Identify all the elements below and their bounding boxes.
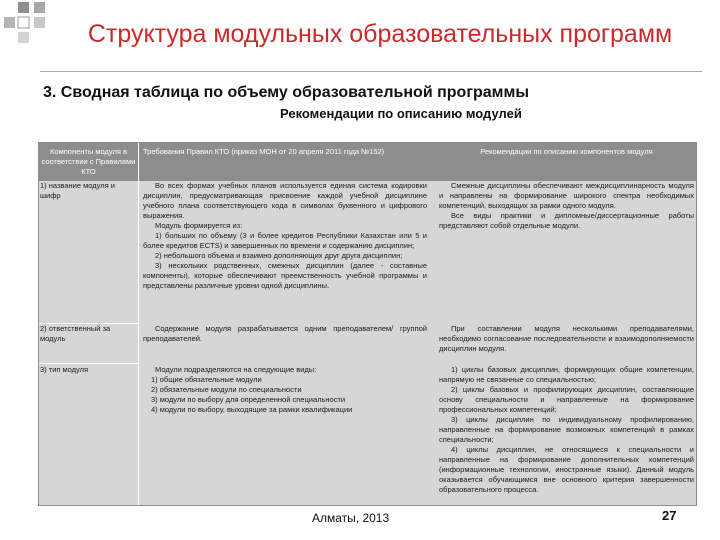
recommendations-cell-1 [439, 181, 694, 231]
row-divider [39, 363, 138, 364]
requirement-text: 3) нескольких родственных, смежных дисциплин (далее - составные компоненты), которые обеспечивают преемственность учебной программы и представлены различные уровни одной дисциплины. [143, 261, 427, 290]
recommendation-text: При составлении модуля несколькими преподавателями, необходимо согласование последовательности и взаимодополняемости дисциплин модуля. [439, 324, 694, 353]
summary-table [38, 142, 697, 506]
row-label-module-name: 1) название модуля и шифр [40, 181, 115, 200]
decorative-squares [0, 0, 60, 48]
header-requirements: Требования Правил КТО (приказ МОН от 20 апреля 2011 года №152) [143, 147, 385, 156]
requirement-text: Содержание модуля разрабатывается одним преподавателем/ группой преподавателей. [143, 324, 427, 343]
requirements-cell-1 [143, 181, 427, 291]
row-label-module-type: 3) тип модуля [40, 365, 89, 374]
recommendation-text: 1) циклы базовых дисциплин, формирующих общие компетенции, напрямую не связанные со специальностью; [439, 365, 694, 384]
requirement-list-item: 1) общие обязательные модули [151, 375, 262, 384]
requirements-cell-3 [143, 365, 427, 415]
column-divider [138, 143, 139, 505]
recommendations-cell-2 [439, 324, 694, 354]
footer-city-year: Алматы, 2013 [312, 511, 390, 525]
requirement-list-item: 4) модули по выбору, выходящие за рамки квалификации [151, 405, 353, 414]
requirement-list-item: 3) модули по выбору для определенной специальности [151, 395, 346, 404]
requirements-cell-2 [143, 324, 427, 344]
table-heading: 3. Сводная таблица по объему образовательной программы [43, 84, 529, 101]
title-divider [40, 71, 702, 72]
requirement-text: 2) небольшого объема и взаимно дополняющих друг друга дисциплин; [155, 251, 403, 260]
recommendations-cell-3 [439, 365, 694, 495]
recommendation-text: 4) циклы дисциплин, не относящиеся к специальности и направленные на формирование дополнительных компетенций (информационные технологии, иностранные языки). Данный модуль оказывается обучающимся вне основного критерия завершенности образовательного процесса. [439, 445, 694, 494]
recommendations-heading: Рекомендации по описанию модулей [280, 106, 522, 121]
header-components: Компоненты модуля в соответствии с Правилами КТО [41, 147, 136, 176]
requirement-text: Во всех формах учебных планов используется единая система кодировки дисциплин, предусматривающая присвоение каждой учебной дисциплине учебного плана соответствующего кода в символах буквенного и цифрового выражения. [143, 181, 427, 220]
header-recommendations: Рекомендации по описанию компонентов модуля [480, 147, 653, 156]
requirement-list-item: 2) обязательные модули по специальности [151, 385, 302, 394]
recommendation-text: 2) циклы базовых и профилирующих дисциплин, составляющие основу специальности и направленные на формирование профессиональных компетенций; [439, 385, 694, 414]
recommendation-text: Смежные дисциплины обеспечивают междисциплинарность модуля и направлены на формирование широкого спектра необходимых компетенций, выходящих за рамки одного модуля. [439, 181, 694, 210]
requirement-text: Модули подразделяются на следующие виды: [155, 365, 317, 374]
requirement-text: 1) больших по объему (3 и более кредитов Республики Казахстан или 5 и более кредитов ECTS) и завершенных по времени и содержанию дисциплин; [143, 231, 427, 250]
recommendation-text: Все виды практики и дипломные/диссертационные работы представляют собой отдельные модули. [439, 211, 694, 230]
recommendation-text: 3) циклы дисциплин по индивидуальному профилированию, направленные на формирование возможных компетенций в рамках специальности; [439, 415, 694, 444]
page-number: 27 [662, 508, 677, 523]
row-label-responsible: 2) ответственный за модуль [40, 324, 111, 343]
requirement-text: Модуль формируется из: [155, 221, 243, 230]
slide-title: Структура модульных образовательных программ [87, 20, 673, 48]
